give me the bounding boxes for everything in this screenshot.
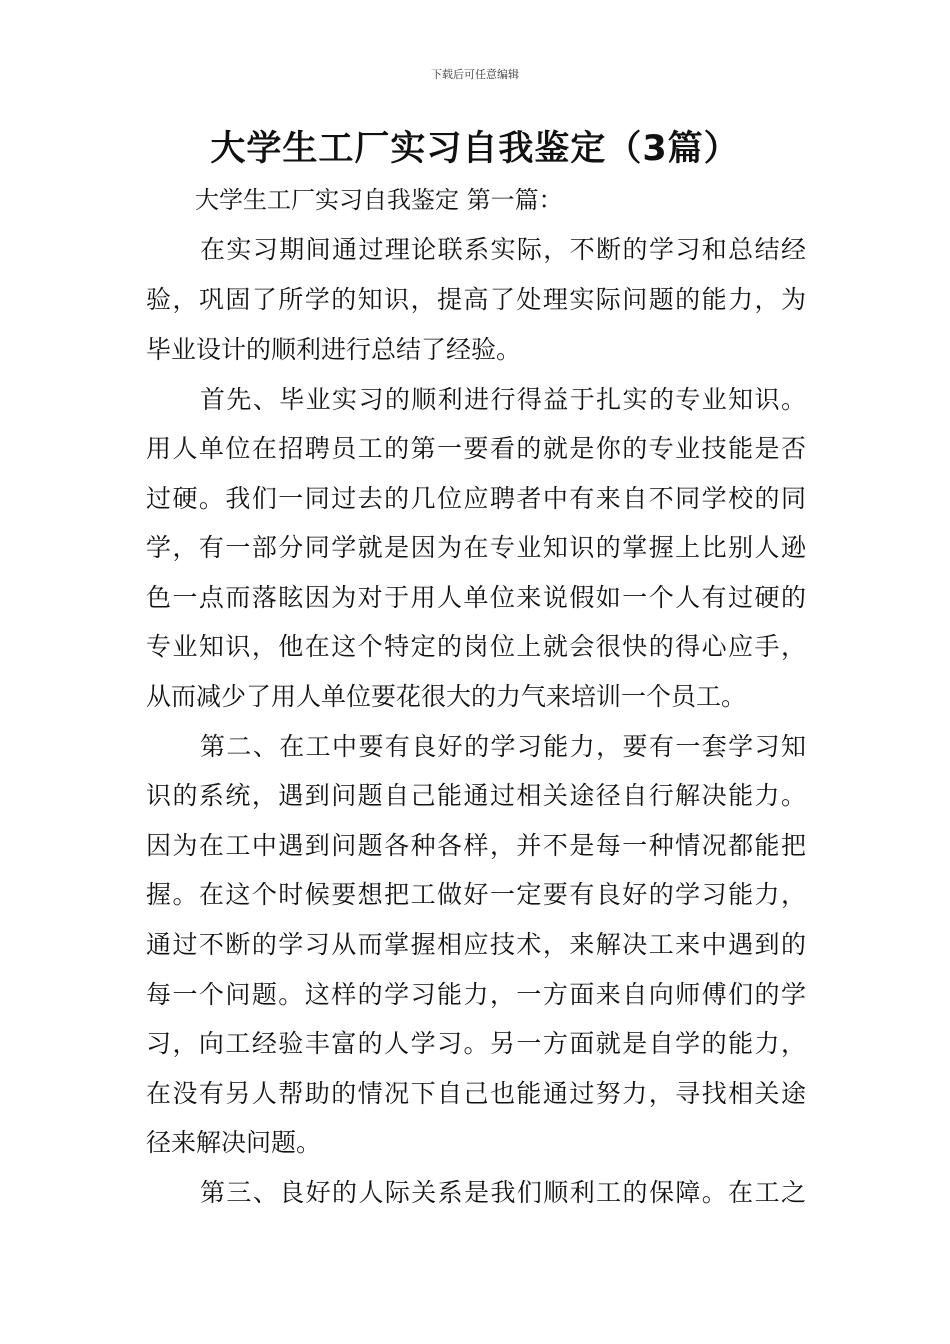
paragraph-line: 首先、毕业实习的顺利进行得益于扎实的专业知识。	[200, 385, 806, 414]
section-subtitle: 大学生工厂实习自我鉴定 第一篇：	[195, 186, 563, 214]
paragraph-line: 每一个问题。这样的学习能力，一方面来自向师傅们的学	[146, 980, 806, 1009]
paragraph-line: 过硬。我们一同过去的几位应聘者中有来自不同学校的同	[146, 484, 806, 513]
paragraph-line: 径来解决问题。	[146, 1128, 322, 1157]
paragraph-line: 识的系统，遇到问题自己能通过相关途径自行解决能力。	[146, 781, 806, 810]
paragraph-line: 第二、在工中要有良好的学习能力，要有一套学习知	[200, 732, 806, 761]
paragraph-line: 通过不断的学习从而掌握相应技术，来解决工来中遇到的	[146, 930, 806, 959]
paragraph-line: 用人单位在招聘员工的第一要看的就是你的专业技能是否	[146, 434, 806, 463]
paragraph-line: 第三、良好的人际关系是我们顺利工的保障。在工之	[200, 1178, 806, 1207]
paragraph-line: 色一点而落眩因为对于用人单位来说假如一个人有过硬的	[146, 583, 806, 612]
paragraph-line: 握。在这个时候要想把工做好一定要有良好的学习能力，	[146, 880, 806, 909]
header-note: 下载后可任意编辑	[431, 68, 519, 81]
paragraph-line: 验，巩固了所学的知识，提高了处理实际问题的能力，为	[146, 285, 806, 314]
paragraph-line: 毕业设计的顺利进行总结了经验。	[146, 335, 522, 364]
paragraph-line: 在实习期间通过理论联系实际，不断的学习和总结经	[200, 235, 806, 264]
paragraph-line: 因为在工中遇到问题各种各样，并不是每一种情况都能把	[146, 831, 806, 860]
paragraph-line: 专业知识，他在这个特定的岗位上就会很快的得心应手，	[146, 632, 806, 661]
document-title: 大学生工厂实习自我鉴定（3篇）	[210, 129, 740, 169]
paragraph-line: 学，有一部分同学就是因为在专业知识的掌握上比别人逊	[146, 533, 806, 562]
paragraph-line: 在没有另人帮助的情况下自己也能通过努力，寻找相关途	[146, 1079, 806, 1108]
paragraph-line: 习，向工经验丰富的人学习。另一方面就是自学的能力，	[146, 1029, 806, 1058]
paragraph-line: 从而减少了用人单位要花很大的力气来培训一个员工。	[146, 682, 747, 711]
